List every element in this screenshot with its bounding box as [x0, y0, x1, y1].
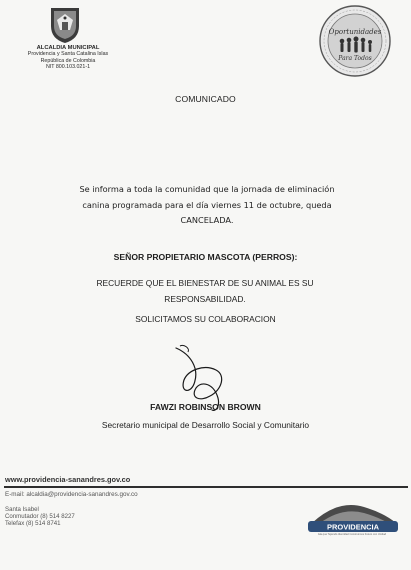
announcement-paragraph [62, 182, 352, 229]
office-country: República de Colombia [40, 57, 96, 64]
addressee-heading: SEÑOR PROPIETARIO MASCOTA (PERROS): [113, 252, 298, 262]
announcement-line: canina programada para el día viernes 11 de octubre, queda [82, 199, 332, 210]
footer-address [5, 506, 75, 527]
signer-name: FAWZI ROBINSON BROWN [150, 402, 261, 412]
reminder-line: RECUERDE QUE EL BIENESTAR DE SU ANIMAL ES SU [96, 278, 314, 288]
svg-text:Oportunidades: Oportunidades [328, 28, 382, 36]
providencia-logo-icon [298, 493, 406, 535]
office-place: Providencia y Santa Catalina Islas [27, 51, 109, 58]
office-nit: NIT 800.103.021-1 [45, 63, 91, 70]
reminder-line: RESPONSABILIDAD. [164, 293, 246, 304]
document-title: COMUNICADO [175, 94, 236, 104]
announcement-line: Se informa a toda la comunidad que la jornada de eliminación [79, 184, 335, 194]
reminder-paragraph [60, 276, 350, 307]
footer-email: E-mail: alcaldia@providencia-sanandres.gov.co [5, 491, 138, 498]
footer-address-line: Santa Isabel [5, 506, 39, 513]
footer-address-line: Conmutador (8) 514 8227 [5, 513, 75, 520]
request-line: SOLICITAMOS SU COLABORACION [135, 314, 276, 324]
footer-divider [4, 486, 408, 488]
svg-text:Para Todos: Para Todos [338, 55, 372, 62]
oportunidades-seal-icon [318, 4, 392, 78]
footer-address-line: Telefax (8) 514 8741 [5, 520, 61, 527]
office-block [18, 45, 118, 70]
announcement-line: CANCELADA. [180, 215, 234, 225]
svg-text:PROVIDENCIA: PROVIDENCIA [326, 522, 380, 532]
office-name: ALCALDIA MUNICIPAL [36, 45, 100, 51]
footer-note: Isla que Tejiendo Identidad Construimos Futuro con Unidad [317, 533, 387, 536]
signer-title: Secretario municipal de Desarrollo Social y Comunitario [101, 420, 310, 430]
footer-website: www.providencia-sanandres.gov.co [5, 475, 131, 484]
municipal-crest-icon [48, 6, 82, 44]
